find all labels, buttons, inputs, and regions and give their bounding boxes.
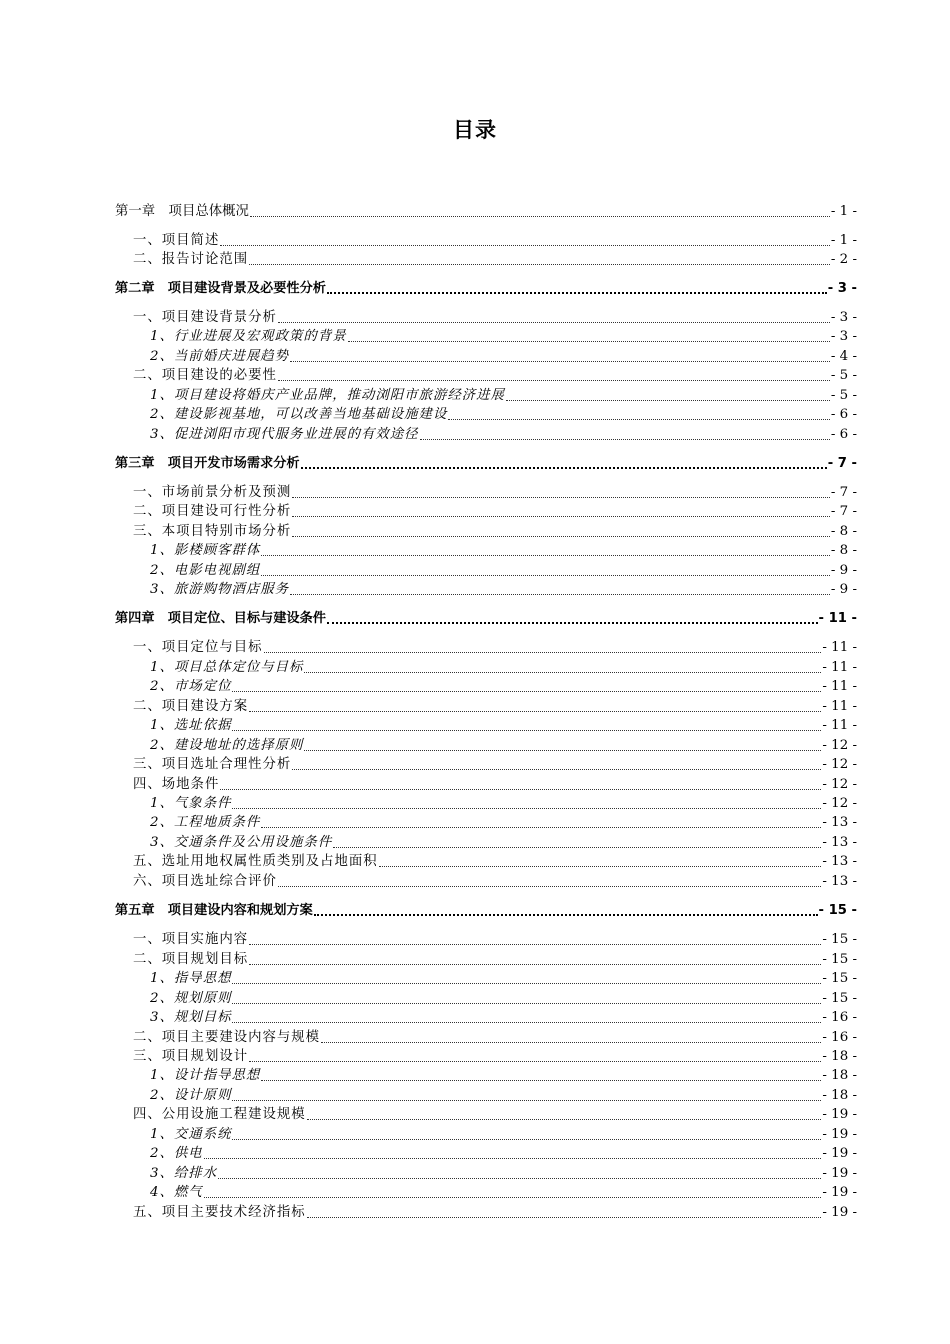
toc-entry-label: 1、影楼顾客群体 [150,543,261,558]
toc-entry[interactable] [133,950,857,969]
toc-page-number: - 7 - [830,504,857,519]
toc-entry-label: 第一章 项目总体概况 [115,204,249,219]
toc-entry[interactable] [150,580,857,599]
toc-page-number: - 6 - [830,427,857,442]
toc-entry-label: 二、项目建设的必要性 [133,368,277,383]
toc-page-number: - 5 - [830,388,857,403]
toc-page-number: - 12 - [822,757,857,772]
dot-leader [307,1118,822,1120]
dot-leader [261,826,821,828]
toc-page-number: - 8 - [830,524,857,539]
toc-page-number: - 15 - [822,971,857,986]
dot-leader [232,807,821,809]
toc-page-number: - 3 - [830,310,857,325]
dot-leader [261,1079,821,1081]
toc-entry[interactable] [133,483,857,502]
toc-entry[interactable] [150,1125,857,1144]
dot-leader [249,1060,821,1062]
dot-leader [292,496,830,498]
toc-entry[interactable] [150,1008,857,1027]
toc-chapter-entry[interactable] [115,609,857,628]
dot-leader [220,244,830,246]
toc-entry-label: 1、项目总体定位与目标 [150,660,304,675]
toc-page-number: - 15 - [822,932,857,947]
dot-leader [301,466,827,469]
dot-leader [290,593,830,595]
dot-leader [249,943,821,945]
toc-page-number: - 18 - [822,1049,857,1064]
toc-page-number: - 11 - [818,611,857,626]
dot-leader [232,982,821,984]
dot-leader [249,963,821,965]
dot-leader [232,1099,821,1101]
toc-entry[interactable] [150,405,857,424]
toc-entry[interactable] [133,231,857,250]
dot-leader [321,1041,821,1043]
toc-page-number: - 5 - [830,368,857,383]
dot-leader [327,621,818,624]
toc-entry-label: 三、项目规划设计 [133,1049,249,1064]
toc-page-number: - 11 - [822,718,857,733]
page-title: 目录 [453,118,497,142]
toc-entry-label: 3、促进浏阳市现代服务业进展的有效途径 [150,427,419,442]
toc-entry-label: 3、规划目标 [150,1010,232,1025]
toc-page-number: - 1 - [830,233,857,248]
toc-entry-label: 一、项目定位与目标 [133,640,263,655]
toc-page-number: - 16 - [822,1010,857,1025]
toc-entry[interactable] [150,658,857,677]
toc-entry-label: 二、项目规划目标 [133,952,249,967]
dot-leader [292,768,821,770]
toc-entry-label: 二、项目主要建设内容与规模 [133,1030,321,1045]
toc-page-number: - 15 - [818,903,857,918]
toc-entry-label: 三、项目选址合理性分析 [133,757,292,772]
toc-page-number: - 1 - [830,204,857,219]
toc-entry[interactable] [133,366,857,385]
toc-entry[interactable] [133,872,857,891]
dot-leader [304,671,821,673]
toc-page-number: - 19 - [822,1166,857,1181]
toc-entry[interactable] [133,502,857,521]
toc-entry-label: 2、市场定位 [150,679,232,694]
toc-page-number: - 19 - [822,1107,857,1122]
dot-leader [278,379,830,381]
toc-entry-label: 1、设计指导思想 [150,1068,261,1083]
toc-page-number: - 2 - [830,252,857,267]
dot-leader [218,1177,821,1179]
toc-entry[interactable] [133,1105,857,1124]
toc-page-number: - 19 - [822,1146,857,1161]
toc-entry-label: 1、气象条件 [150,796,232,811]
dot-leader [232,1021,821,1023]
toc-page-number: - 13 - [822,835,857,850]
toc-entry[interactable] [150,541,857,560]
toc-entry[interactable] [150,833,857,852]
toc-entry[interactable] [150,969,857,988]
dot-leader [278,321,830,323]
toc-entry-label: 第三章 项目开发市场需求分析 [115,456,300,471]
toc-entry[interactable] [150,813,857,832]
toc-page-number: - 7 - [827,456,857,471]
toc-entry-label: 第四章 项目定位、目标与建设条件 [115,611,326,626]
toc-entry[interactable] [133,308,857,327]
toc-chapter-entry[interactable] [115,454,857,473]
toc-entry-label: 1、行业进展及宏观政策的背景 [150,329,347,344]
toc-entry-label: 2、当前婚庆进展趋势 [150,349,290,364]
toc-entry-label: 3、交通条件及公用设施条件 [150,835,333,850]
toc-page-number: - 7 - [830,485,857,500]
dot-leader [232,729,821,731]
toc-entry[interactable] [150,386,857,405]
toc-page-number: - 3 - [827,281,857,296]
toc-entry-label: 一、市场前景分析及预测 [133,485,292,500]
toc-page-number: - 18 - [822,1068,857,1083]
toc-entry-label: 2、建设地址的选择原则 [150,738,304,753]
toc-page-number: - 18 - [822,1088,857,1103]
toc-entry-label: 五、选址用地权属性质类别及占地面积 [133,854,378,869]
dot-leader [278,885,821,887]
toc-entry-label: 2、电影电视剧组 [150,563,261,578]
toc-page-number: - 15 - [822,991,857,1006]
dot-leader [448,418,830,420]
dot-leader [204,1157,822,1159]
dot-leader [261,574,830,576]
toc-entry-label: 2、工程地质条件 [150,815,261,830]
toc-entry-label: 3、旅游购物酒店服务 [150,582,290,597]
toc-entry[interactable] [150,1144,857,1163]
toc-entry[interactable] [133,1028,857,1047]
toc-entry[interactable] [133,852,857,871]
toc-entry[interactable] [150,425,857,444]
dot-leader [232,1138,821,1140]
dot-leader [290,360,830,362]
toc-entry[interactable] [150,736,857,755]
dot-leader [379,865,822,867]
toc-entry[interactable] [150,1086,857,1105]
toc-page-number: - 12 - [822,738,857,753]
toc-page-number: - 8 - [830,543,857,558]
dot-leader [506,399,830,401]
toc-entry-label: 一、项目建设背景分析 [133,310,277,325]
dot-leader [292,515,830,517]
toc-entry-label: 二、报告讨论范围 [133,252,249,267]
toc-entry-label: 三、本项目特别市场分析 [133,524,292,539]
toc-entry-label: 1、指导思想 [150,971,232,986]
toc-entry[interactable] [150,347,857,366]
dot-leader [348,340,830,342]
toc-page-number: - 16 - [822,1030,857,1045]
toc-entry[interactable] [133,755,857,774]
dot-leader [261,554,830,556]
toc-page-number: - 4 - [830,349,857,364]
toc-page-number: - 19 - [822,1185,857,1200]
toc-page-number: - 12 - [822,796,857,811]
toc-page-number: - 11 - [822,679,857,694]
toc-entry[interactable] [150,989,857,1008]
toc-page-number: - 15 - [822,952,857,967]
toc-entry-label: 一、项目简述 [133,233,220,248]
toc-page-number: - 6 - [830,407,857,422]
toc-entry-label: 一、项目实施内容 [133,932,249,947]
toc-entry-label: 3、给排水 [150,1166,218,1181]
toc-entry-label: 1、选址依据 [150,718,232,733]
dot-leader [304,749,821,751]
dot-leader [249,263,830,265]
toc-entry-label: 2、建设影视基地，可以改善当地基础设施建设 [150,407,448,422]
toc-entry-label: 2、规划原则 [150,991,232,1006]
dot-leader [220,788,821,790]
dot-leader [292,535,830,537]
toc-entry[interactable] [133,522,857,541]
toc-page-number: - 9 - [830,582,857,597]
toc-page-number: - 11 - [822,660,857,675]
dot-leader [232,1002,821,1004]
toc-entry-label: 四、场地条件 [133,777,220,792]
toc-entry[interactable] [133,775,857,794]
toc-entry-label: 六、项目选址综合评价 [133,874,277,889]
toc-entry[interactable] [150,716,857,735]
toc-entry[interactable] [133,1203,857,1222]
toc-page-number: - 19 - [822,1127,857,1142]
toc-entry-label: 第二章 项目建设背景及必要性分析 [115,281,326,296]
toc-entry[interactable] [133,697,857,716]
toc-page-number: - 13 - [822,854,857,869]
toc-chapter-entry[interactable] [115,279,857,298]
toc-entry[interactable] [150,677,857,696]
toc-page-number: - 11 - [822,699,857,714]
toc-entry-label: 五、项目主要技术经济指标 [133,1205,306,1220]
dot-leader [420,438,830,440]
toc-entry-label: 2、设计原则 [150,1088,232,1103]
dot-leader [314,913,818,916]
toc-entry[interactable] [133,250,857,269]
toc-page-number: - 13 - [822,815,857,830]
dot-leader [333,846,821,848]
toc-entry-label: 第五章 项目建设内容和规划方案 [115,903,313,918]
toc-entry[interactable] [150,327,857,346]
toc-entry[interactable] [150,1164,857,1183]
toc-page-number: - 3 - [830,329,857,344]
toc-entry[interactable] [133,1047,857,1066]
toc-page-number: - 11 - [822,640,857,655]
toc-entry-label: 2、供电 [150,1146,203,1161]
toc-entry[interactable] [133,638,857,657]
toc-entry[interactable] [150,794,857,813]
dot-leader [327,291,827,294]
toc-entry[interactable] [150,1183,857,1202]
toc-entry-label: 1、交通系统 [150,1127,232,1142]
toc-page-number: - 12 - [822,777,857,792]
toc-entry-label: 二、项目建设方案 [133,699,249,714]
dot-leader [232,690,821,692]
toc-entry[interactable] [150,561,857,580]
toc-entry[interactable] [133,930,857,949]
toc-chapter-entry[interactable] [115,901,857,920]
toc-entry-label: 4、燃气 [150,1185,203,1200]
toc-entry-label: 1、项目建设将婚庆产业品牌，推动浏阳市旅游经济进展 [150,388,505,403]
toc-entry-label: 四、公用设施工程建设规模 [133,1107,306,1122]
toc-entry[interactable] [150,1066,857,1085]
toc-chapter-entry[interactable] [115,202,857,221]
dot-leader [250,215,830,217]
dot-leader [264,651,822,653]
dot-leader [307,1216,822,1218]
toc-page-number: - 9 - [830,563,857,578]
toc-page-number: - 13 - [822,874,857,889]
dot-leader [204,1196,822,1198]
dot-leader [249,710,821,712]
toc-entry-label: 二、项目建设可行性分析 [133,504,292,519]
toc-page-number: - 19 - [822,1205,857,1220]
